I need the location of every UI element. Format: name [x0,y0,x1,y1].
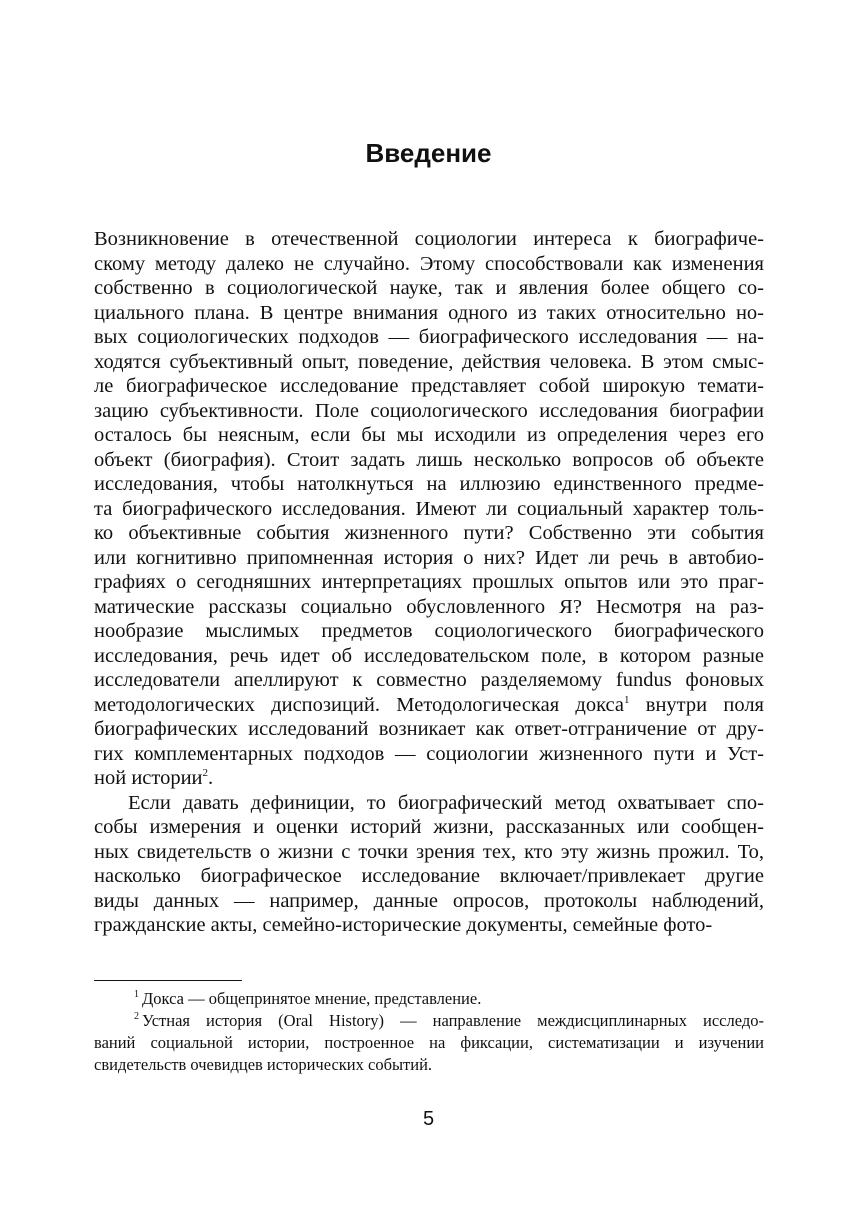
footnote-line [94,988,764,1010]
footnotes [94,988,764,1076]
chapter-title: Введение [365,138,492,168]
text-line: исследования, чтобы натолкнуться на иллюзию единственного предме- [94,473,764,495]
body-text [94,227,764,938]
paragraph [94,791,764,938]
text-line: осталось бы неясным, если бы мы исходили из определения через его [94,424,764,446]
text-line: биографических исследований возникает как ответ-отграничение от дру- [94,718,764,740]
text-line: гражданские акты, семейно-исторические документы, семейные фото- [94,914,713,936]
text-line: матические рассказы социально обусловленного Я? Несмотря на раз- [94,595,764,618]
text-line: графиях о сегодняшних интерпретациях прошлых опытов или это праг- [94,571,764,593]
footnote-number: 2 [134,1011,139,1022]
text-line: виды данных — например, данные опросов, протоколы наблюдений, [94,889,764,912]
text-line: собы измерения и оценки историй жизни, рассказанных или сообщен- [94,816,764,838]
text-line: или когнитивно припомненная история о них? Идет ли речь в автобио- [94,546,764,569]
footnote [94,988,764,1010]
text-line: ходятся субъективный опыт, поведение, действия человека. В этом смыс- [94,350,764,373]
footnote-line [94,1054,764,1076]
footnote-line [94,1032,764,1054]
footnote-text: Докса — общепринятое мнение, представление. [142,989,482,1008]
paragraph [94,227,764,791]
footnote-text: свидетельств очевидцев исторических событий. [94,1055,433,1074]
text-line: Возникновение в отечественной социологии интереса к биографиче- [94,228,764,250]
text-line [94,693,764,718]
footnote [94,1010,764,1076]
text-line: зацию субъективности. Поле социологического исследования биографии [94,399,764,422]
text-line: вых социологических подходов — биографического исследования — на- [94,326,764,348]
text-line: нообразие мыслимых предметов социологического биографического [94,620,764,642]
text-segment: методологических диспозиций. Методологическая докса [94,693,624,716]
text-line: скому методу далеко не случайно. Этому способствовали как изменения [94,252,764,275]
text-line: ле биографическое исследование представляет собой широкую темати- [94,375,764,397]
footnote-text: Устная история (Oral History) — направление междисциплинарных исследо- [142,1011,764,1030]
text-line: насколько биографическое исследование включает/привлекает другие [94,865,764,887]
footnote-reference[interactable]: 2 [202,767,209,779]
text-line: циального плана. В центре внимания одного из таких относительно но- [94,301,764,324]
text-segment: ной истории [94,767,203,789]
text-line: исследования, речь идет об исследовательском поле, в котором разные [94,644,764,667]
text-line [94,766,764,791]
text-line: собственно в социологической науке, так и явления более общего со- [94,277,764,299]
text-line: Если давать дефиниции, то биографический метод охватывает спо- [128,791,764,814]
footnote-separator [94,980,242,981]
page-number: 5 [422,1108,435,1130]
text-segment: внутри поля [629,693,764,716]
footnote-line [94,1010,764,1032]
footnote-text: ваний социальной истории, построенное на фиксации, систематизации и изучении [94,1033,764,1052]
footnote-reference[interactable]: 1 [623,693,630,706]
text-line: объект (биография). Стоит задать лишь несколько вопросов об объекте [94,448,764,471]
text-line: ных свидетельств о жизни с точки зрения тех, кто эту жизнь прожил. То, [94,840,764,863]
text-line: гих комплементарных подходов — социологии жизненного пути и Уст- [94,742,764,765]
text-line: та биографического исследования. Имеют ли социальный характер толь- [94,497,764,520]
text-segment: . [208,767,214,789]
text-line: ко объективные события жизненного пути? Собственно эти события [94,522,764,544]
text-line: исследователи апеллируют к совместно разделяемому fundus фоновых [94,669,764,691]
footnote-number: 1 [134,989,139,1000]
